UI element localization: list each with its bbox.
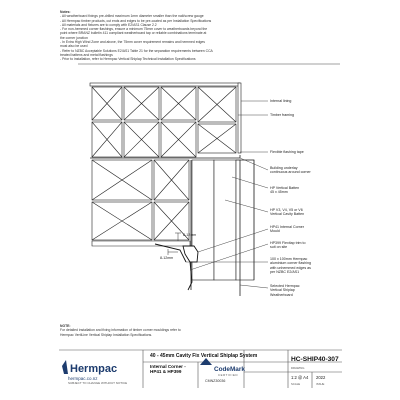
cavity-battens bbox=[92, 160, 189, 240]
label-corner-flashing: 100 x 100mm Hermpac aluminium corner flashing with unhemmed edges as per NZBC E2/AS1 bbox=[270, 257, 311, 274]
codemark-certified: CERTIFIED bbox=[218, 373, 239, 377]
label-cavity-batten: HP V3, V4, V5 or V6 Vertical Cavity Batten bbox=[270, 208, 305, 217]
label-timber-framing: Timber framing bbox=[270, 113, 295, 117]
note-line: - All materials and fixtures are to comply with E2/AS1 Clause 2.2 bbox=[60, 22, 157, 27]
scale-value: 1:2 @ A4 bbox=[291, 375, 309, 380]
note-line: must also be used bbox=[60, 44, 88, 49]
codemark-logo-icon bbox=[200, 358, 212, 365]
note-line: - Prior to installation, refer to Hermpac Vertical Shiplap Technical Installation Specifications bbox=[60, 57, 196, 62]
codemark-number: CMNZ30036 bbox=[205, 379, 226, 383]
label-internal-lining: Internal lining bbox=[270, 99, 292, 103]
label-hp41: HP41 Internal Corner Mould bbox=[270, 225, 304, 234]
note-line: - All Hermpac timber products, cut ends and edges to be pre-coated as per Installation Specifications bbox=[60, 18, 212, 23]
drawing-title: 40 - 45mm Cavity Fix Vertical Shiplap System bbox=[150, 353, 258, 359]
codemark-name: CodeMark bbox=[214, 366, 245, 373]
horizontal-weatherboard bbox=[92, 241, 190, 246]
drawing-subtitle-line: HP41 & HP399 bbox=[150, 369, 182, 375]
drawing-subtitle bbox=[150, 364, 186, 375]
notes-heading: Notes: bbox=[60, 10, 71, 14]
note-line: treated battens and metal flashings bbox=[60, 52, 113, 57]
drawing-subtitle-line: Internal Corner - bbox=[150, 364, 186, 369]
issue-label: ISSUE bbox=[316, 382, 325, 386]
note-line: the corner junction bbox=[60, 35, 88, 40]
label-underlay: Building underlay continuous around corner bbox=[270, 166, 311, 175]
footer-note-heading: NOTE: bbox=[60, 324, 71, 328]
label-hp399: HP399 Flexitap trim to suit on site bbox=[270, 241, 306, 250]
timber-framing bbox=[92, 87, 236, 157]
scale-label: SCALE bbox=[291, 382, 301, 386]
brand-url: hermpac.co.nz bbox=[68, 376, 98, 381]
brand-disclaimer: SUBJECT TO CHANGE WITHOUT NOTICE bbox=[68, 381, 128, 385]
drawing-number-label: DRAWING bbox=[291, 366, 305, 370]
weatherboard bbox=[192, 160, 254, 296]
label-weatherboard: Selected Hermpac Vertical Shiplap Weatherboard bbox=[270, 284, 300, 297]
dimension-label: 8-12mm bbox=[160, 256, 174, 260]
dimension-label: 8-12mm bbox=[183, 233, 197, 237]
label-hp-batten: HP Vertical Batten 45 x 45mm bbox=[270, 186, 300, 195]
footer-note-line: For detailed installation and fixing information of timber corner mouldings refer to bbox=[60, 328, 181, 333]
note-line: - In Extra High Wind Zone and above, the 75mm cover requirement remains and hemmed edges bbox=[60, 40, 205, 45]
brand-name: Hermpac bbox=[70, 363, 118, 375]
note-line: - All weatherboard fixings pre-drilled maximum 1mm diameter smaller than the nail/screw gauge bbox=[60, 14, 204, 19]
label-flexible-flashing: Flexible flashing tape bbox=[270, 150, 304, 154]
drawing-number: HC-SHIP40-307 bbox=[291, 356, 339, 363]
note-line: point where BRANZ bulletin 411 compliant weatherboard tap or reliable combinations terminate at bbox=[60, 31, 207, 36]
note-line: - Refer to NZBC Acceptable Solutions E2/AS1 Table 21 for the separation requirements between CCA bbox=[60, 48, 213, 53]
note-line: - For non-hemmed corner flashings, ensure a minimum 75mm cover to weatherboards beyond the bbox=[60, 27, 208, 32]
footer-note bbox=[60, 324, 240, 337]
issue-value: 2022 bbox=[316, 375, 326, 380]
hermpac-logo-icon bbox=[62, 360, 68, 374]
footer-note-line: Hermpac VertiLine Vertical Shiplap Installation Specifications. bbox=[60, 332, 153, 337]
